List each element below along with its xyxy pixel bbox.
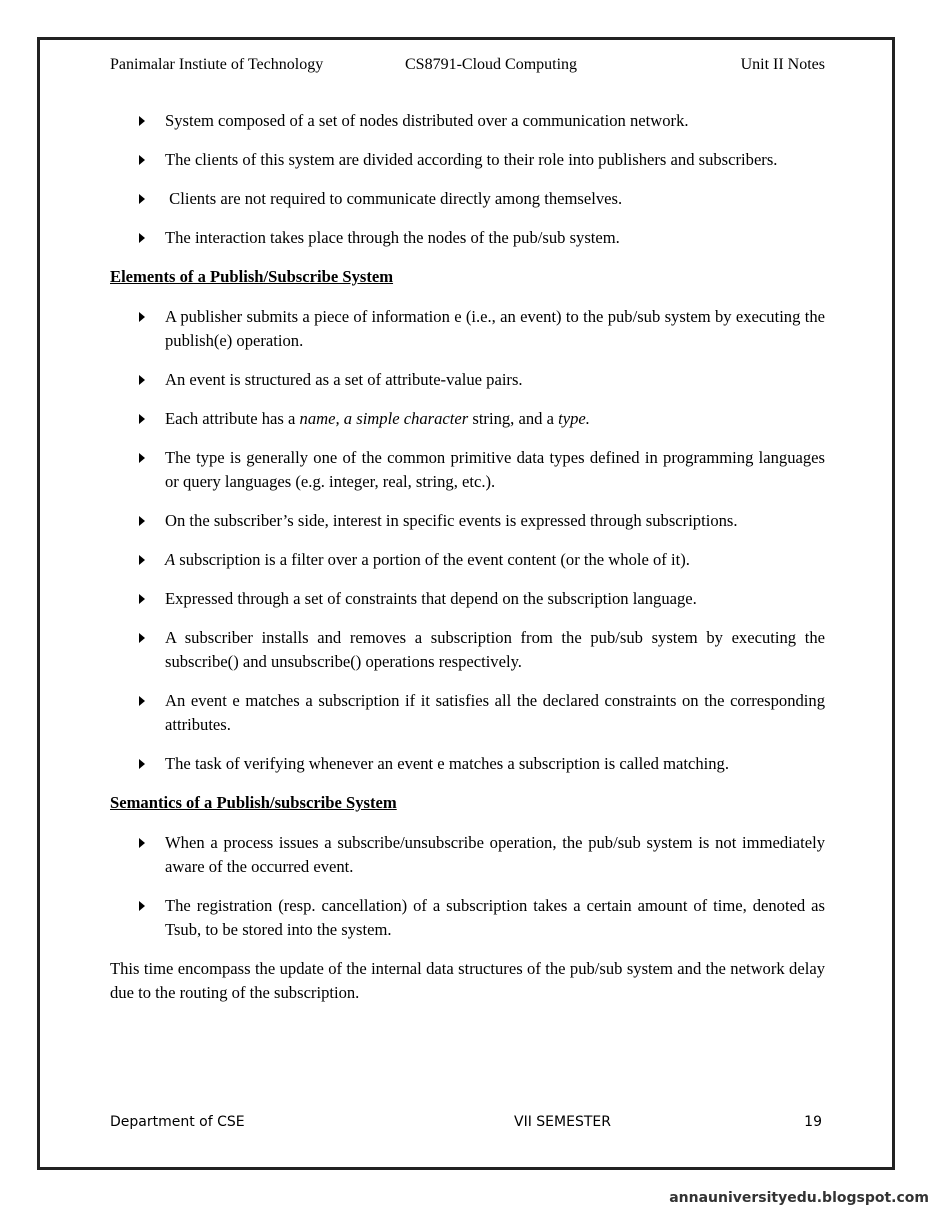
- bullet-triangle-icon: [139, 838, 145, 848]
- bullet-triangle-icon: [139, 453, 145, 463]
- bullet-text: The task of verifying whenever an event e matches a subscription is called matching.: [165, 754, 729, 773]
- bullet-triangle-icon: [139, 594, 145, 604]
- elements-heading: Elements of a Publish/Subscribe System: [110, 267, 394, 286]
- page-footer: [110, 1114, 822, 1136]
- page-content: [110, 109, 825, 1005]
- bullet-text: A subscriber installs and removes a subscription from the pub/sub system by executing the subscribe() and unsubscribe() operations respectively.: [165, 628, 825, 671]
- bullet-text: Expressed through a set of constraints that depend on the subscription language.: [165, 589, 697, 608]
- watermark: annauniversityedu.blogspot.com: [669, 1190, 929, 1206]
- bullet-triangle-icon: [139, 116, 145, 126]
- bullet-triangle-icon: [139, 901, 145, 911]
- bullet-triangle-icon: [139, 312, 145, 322]
- semantics-heading: Semantics of a Publish/subscribe System: [110, 793, 397, 812]
- bullet-text: The type is generally one of the common primitive data types defined in programming languages or query languages (e.g. integer, real, string, etc.).: [165, 448, 825, 491]
- elements-bullet-6: [110, 548, 825, 572]
- elements-bullet-5: [110, 509, 825, 533]
- bullet-triangle-icon: [139, 516, 145, 526]
- elements-bullet-10: [110, 752, 825, 776]
- elements-bullet-3: [110, 407, 825, 431]
- header-course: CS8791-Cloud Computing: [405, 56, 578, 73]
- page-header: [110, 56, 825, 78]
- bullet-text: System composed of a set of nodes distributed over a communication network.: [165, 111, 689, 130]
- footer-semester: VII SEMESTER: [514, 1114, 611, 1130]
- elements-bullet-7: [110, 587, 825, 611]
- bullet-text-middle: string, and a: [468, 409, 559, 428]
- bullet-triangle-icon: [139, 696, 145, 706]
- footer-department: Department of CSE: [110, 1114, 245, 1130]
- elements-bullet-8: [110, 626, 825, 674]
- bullet-triangle-icon: [139, 633, 145, 643]
- bullet-text: An event is structured as a set of attribute-value pairs.: [165, 370, 523, 389]
- bullet-triangle-icon: [139, 555, 145, 565]
- bullet-text-before: Each attribute has a: [165, 409, 300, 428]
- intro-bullet-3: [110, 187, 825, 211]
- bullet-text-italic-type: type.: [558, 409, 590, 428]
- elements-bullet-9: [110, 689, 825, 737]
- intro-bullet-4: [110, 226, 825, 250]
- semantics-paragraph: This time encompass the update of the internal data structures of the pub/sub system and the network delay due to the routing of the subscription.: [110, 959, 825, 1002]
- bullet-text: When a process issues a subscribe/unsubscribe operation, the pub/sub system is not immediately aware of the occurred event.: [165, 833, 825, 876]
- bullet-text-rest: subscription is a filter over a portion of the event content (or the whole of it).: [175, 550, 690, 569]
- semantics-bullet-2: [110, 894, 825, 942]
- bullet-triangle-icon: [139, 233, 145, 243]
- bullet-text: An event e matches a subscription if it satisfies all the declared constraints on the corresponding attributes.: [165, 691, 825, 734]
- bullet-text-italic: A: [165, 550, 176, 569]
- header-institute: Panimalar Instiute of Technology: [110, 56, 324, 73]
- bullet-text: The registration (resp. cancellation) of a subscription takes a certain amount of time, denoted as Tsub, to be stored into the system.: [165, 896, 825, 939]
- elements-bullet-4: [110, 446, 825, 494]
- bullet-triangle-icon: [139, 759, 145, 769]
- intro-bullet-1: [110, 109, 825, 133]
- bullet-text-italic: name, a simple character: [299, 409, 469, 428]
- bullet-text: Clients are not required to communicate directly among themselves.: [165, 189, 623, 208]
- elements-bullet-2: [110, 368, 825, 392]
- semantics-bullet-1: [110, 831, 825, 879]
- bullet-triangle-icon: [139, 414, 145, 424]
- bullet-text: A publisher submits a piece of information e (i.e., an event) to the pub/sub system by executing the publish(e) operation.: [165, 307, 825, 350]
- page-number: 19: [804, 1114, 822, 1130]
- elements-bullet-1: [110, 305, 825, 353]
- bullet-triangle-icon: [139, 194, 145, 204]
- bullet-text: The interaction takes place through the nodes of the pub/sub system.: [165, 228, 620, 247]
- bullet-triangle-icon: [139, 375, 145, 385]
- bullet-text: On the subscriber’s side, interest in specific events is expressed through subscriptions.: [165, 511, 738, 530]
- bullet-triangle-icon: [139, 155, 145, 165]
- header-unit: Unit II Notes: [740, 56, 825, 73]
- bullet-text: The clients of this system are divided according to their role into publishers and subscribers.: [165, 150, 778, 169]
- intro-bullet-2: [110, 148, 825, 172]
